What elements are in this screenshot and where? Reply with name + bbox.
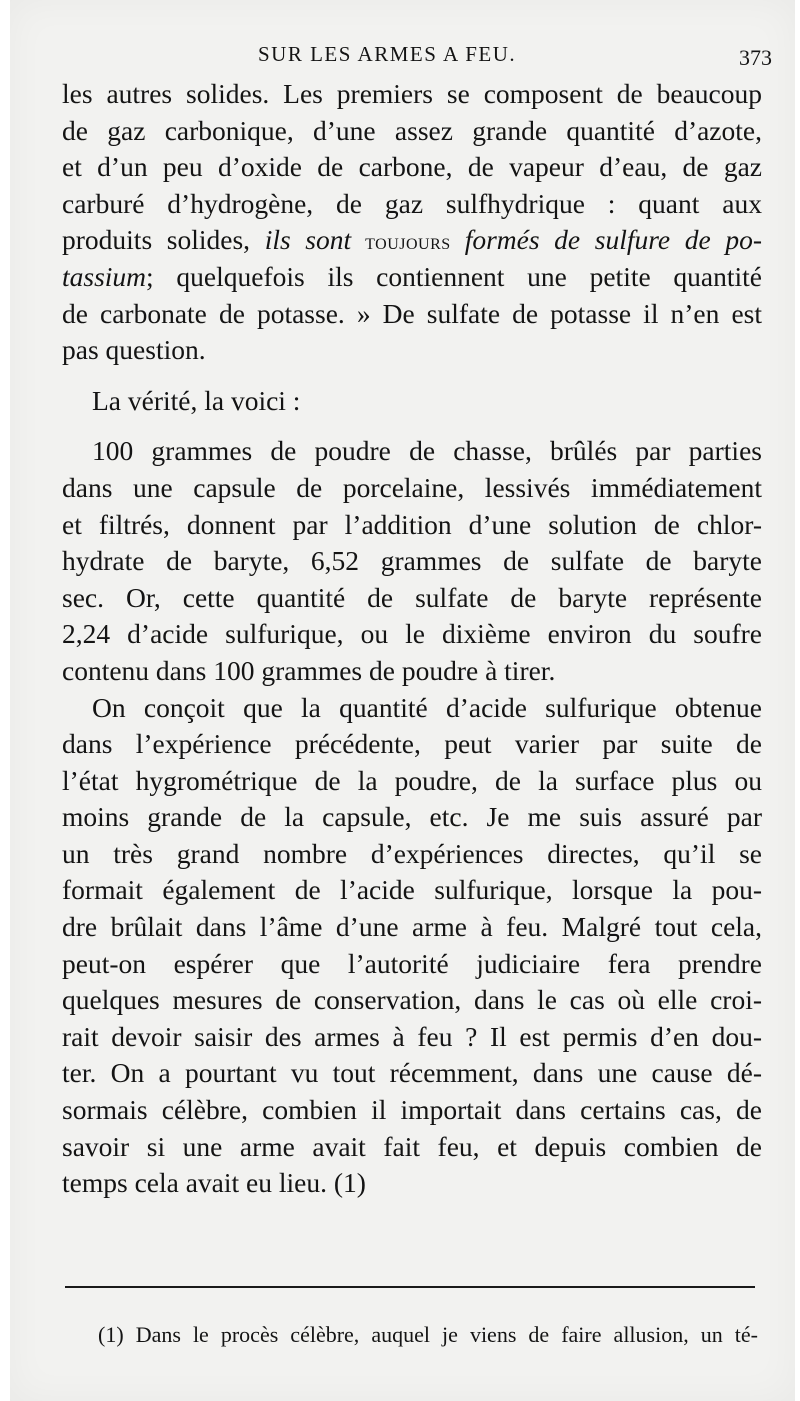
text-line: un très grand nombre d’expériences directes, qu’il se [62, 837, 762, 869]
footnote: (1) Dans le procès célèbre, auquel je viens de faire allusion, un té- [98, 1322, 758, 1347]
text-line: sormais célèbre, combien il importait dans certains cas, de [62, 1094, 762, 1126]
text-line: et filtrés, donnent par l’addition d’une solution de chlor- [62, 508, 762, 540]
page-number: 373 [739, 45, 772, 70]
running-head: SUR LES ARMES A FEU. [258, 42, 517, 66]
text-line: carburé d’hydrogène, de gaz sulfhydrique : quant aux [62, 187, 762, 219]
text-line: et d’un peu d’oxide de carbone, de vapeur d’eau, de gaz [62, 151, 762, 183]
text-line: peut-on espérer que l’autorité judiciaire fera prendre [62, 947, 762, 979]
smallcaps-span: toujours [351, 229, 465, 255]
text-line: temps cela avait eu lieu. (1) [62, 1167, 366, 1199]
text-line: pas question. [62, 334, 206, 366]
text-line: quelques mesures de conservation, dans le cas où elle croi- [62, 984, 762, 1016]
footnote-rule [65, 1286, 755, 1288]
text-span: produits solides, [62, 224, 265, 256]
text-line: de carbonate de potasse. » De sulfate de potasse il n’en est [62, 297, 762, 329]
scan-margin [0, 0, 10, 1401]
text-line: dans l’expérience précédente, peut varier par suite de [62, 728, 762, 760]
page-header [10, 38, 800, 74]
text-line: 100 grammes de poudre de chasse, brûlés par parties [92, 435, 762, 467]
text-line: contenu dans 100 grammes de poudre à tirer. [62, 654, 556, 686]
text-line: 2,24 d’acide sulfurique, ou le dixième environ du soufre [62, 618, 762, 650]
italic-span: tassium [62, 260, 147, 292]
text-line: moins grande de la capsule, etc. Je me suis assuré par [62, 801, 762, 833]
text-span: ; quelquefois ils contiennent une petite quantité [146, 260, 762, 292]
text-line: On conçoit que la quantité d’acide sulfurique obtenue [92, 691, 762, 723]
text-line: les autres solides. Les premiers se composent de beaucoup [62, 78, 762, 109]
text-line: sec. Or, cette quantité de sulfate de baryte représente [62, 581, 762, 613]
text-line: rait devoir saisir des armes à feu ? Il est permis d’en dou- [62, 1020, 762, 1052]
italic-span: formés de sulfure de po- [464, 224, 763, 256]
text-line: formait également de l’acide sulfurique, lorsque la pou- [62, 874, 762, 906]
text-line: l’état hygrométrique de la poudre, de la surface plus ou [62, 764, 762, 796]
book-page [10, 0, 795, 1401]
text-line [62, 259, 762, 296]
text-line: hydrate de baryte, 6,52 grammes de sulfate de baryte [62, 545, 762, 577]
text-line: dans une capsule de porcelaine, lessivés immédiatement [62, 471, 762, 503]
italic-span: ils sont [264, 224, 352, 256]
text-line [62, 222, 762, 259]
text-line: dre brûlait dans l’âme d’une arme à feu. Malgré tout cela, [62, 911, 762, 943]
text-line: La vérité, la voici : [92, 384, 301, 416]
text-line: savoir si une arme avait fait feu, et depuis combien de [62, 1130, 762, 1162]
text-line: de gaz carbonique, d’une assez grande quantité d’azote, [62, 114, 762, 146]
text-line: ter. On a pourtant vu tout récemment, dans une cause dé- [62, 1057, 762, 1089]
main-text [62, 76, 762, 1202]
